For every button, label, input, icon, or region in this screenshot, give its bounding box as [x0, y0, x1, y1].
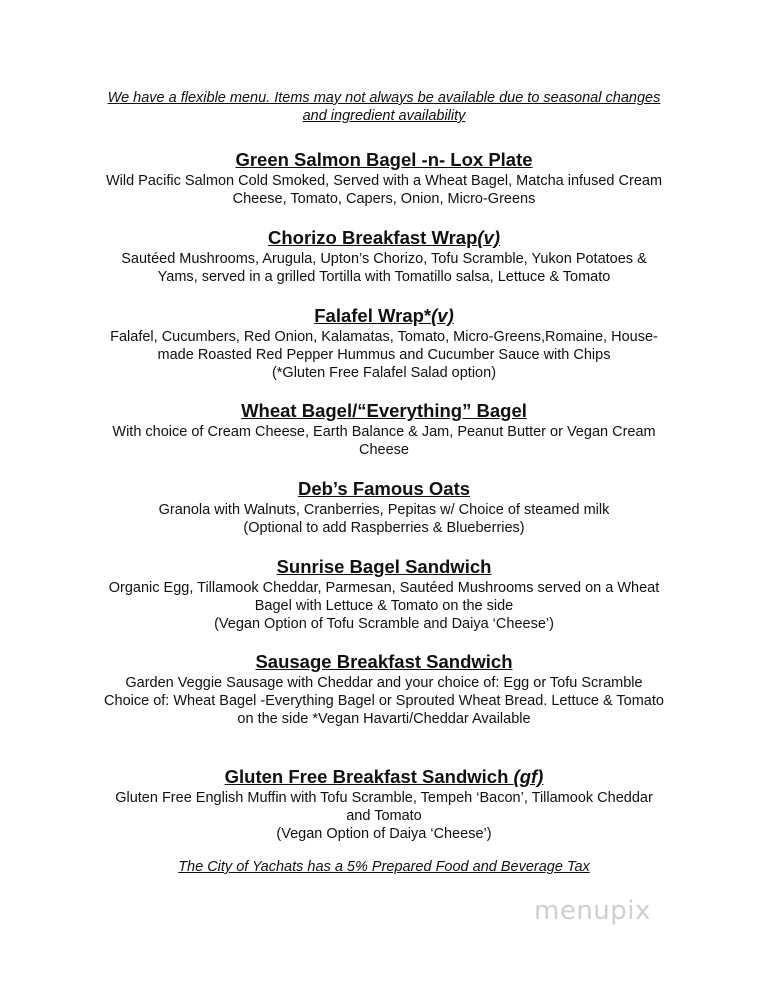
menu-item-description-line: Wild Pacific Salmon Cold Smoked, Served with a Wheat Bagel, Matcha infused Cream [105, 173, 663, 189]
menu-item-title: Deb’s Famous Oats [297, 478, 471, 499]
menu-item-description-line: With choice of Cream Cheese, Earth Balance & Jam, Peanut Butter or Vegan Cream [112, 424, 656, 440]
menu-item-chorizo-breakfast-wrap [60, 227, 708, 286]
menu-item-title: Sausage Breakfast Sandwich [255, 651, 513, 672]
availability-notice-line-1: We have a flexible menu. Items may not always be available due to seasonal changes [107, 90, 661, 106]
menu-item-description-line: Granola with Walnuts, Cranberries, Pepitas w/ Choice of steamed milk [158, 502, 610, 518]
menu-item-title: Gluten Free Breakfast Sandwich (gf) [224, 766, 544, 787]
menu-item-description-line: Yams, served in a grilled Tortilla with Tomatillo salsa, Lettuce & Tomato [157, 269, 611, 285]
menu-item-description-line: Choice of: Wheat Bagel -Everything Bagel or Sprouted Wheat Bread. Lettuce & Tomato [104, 693, 664, 709]
menu-item-description-line: (Vegan Option of Daiya ‘Cheese’) [276, 826, 492, 842]
menu-item-description-line: Gluten Free English Muffin with Tofu Scramble, Tempeh ‘Bacon’, Tillamook Cheddar [115, 790, 653, 806]
menu-item-gluten-free-breakfast-sandwich [60, 766, 708, 843]
menu-item-description-line: (Optional to add Raspberries & Blueberries) [243, 520, 525, 536]
menu-item-description-line: Bagel with Lettuce & Tomato on the side [254, 598, 514, 614]
menu-item-description-line: Cheese, Tomato, Capers, Onion, Micro-Greens [232, 191, 536, 207]
menu-item-description-line: Cheese [359, 442, 409, 458]
menu-item-description-line: Sautéed Mushrooms, Arugula, Upton’s Chorizo, Tofu Scramble, Yukon Potatoes & [121, 251, 647, 267]
menu-item-debs-famous-oats [60, 478, 708, 537]
menu-item-green-salmon-bagel [60, 149, 708, 208]
menu-item-title: Sunrise Bagel Sandwich [276, 556, 492, 577]
menu-item-sausage-breakfast-sandwich [60, 651, 708, 728]
menu-item-falafel-wrap [60, 305, 708, 382]
menu-item-description-line: Garden Veggie Sausage with Cheddar and your choice of: Egg or Tofu Scramble [125, 675, 643, 691]
menu-item-description-line: (*Gluten Free Falafel Salad option) [271, 365, 497, 381]
menu-item-title: Chorizo Breakfast Wrap(v) [268, 227, 500, 248]
menu-item-sunrise-bagel-sandwich [60, 556, 708, 633]
menu-item-description-line: (Vegan Option of Tofu Scramble and Daiya ‘Cheese’) [214, 616, 554, 632]
menu-item-description-line: Organic Egg, Tillamook Cheddar, Parmesan, Sautéed Mushrooms served on a Wheat [108, 580, 660, 596]
menu-item-title: Green Salmon Bagel -n- Lox Plate [235, 149, 533, 170]
availability-notice-line-2: and ingredient availability [302, 108, 466, 124]
tax-note: The City of Yachats has a 5% Prepared Food and Beverage Tax [178, 859, 590, 875]
availability-notice [84, 89, 684, 125]
menu-item-description-line: on the side *Vegan Havarti/Cheddar Available [237, 711, 531, 727]
menu-item-description-line: Falafel, Cucumbers, Red Onion, Kalamatas, Tomato, Micro-Greens,Romaine, House- [110, 329, 658, 345]
menu-item-description-line: and Tomato [346, 808, 422, 824]
menu-item-description-line: made Roasted Red Pepper Hummus and Cucumber Sauce with Chips [157, 347, 611, 363]
menu-item-title: Falafel Wrap*(v) [314, 305, 454, 326]
watermark-logo: menupix [534, 896, 651, 926]
menu-item-wheat-bagel [60, 400, 708, 459]
menu-item-title: Wheat Bagel/“Everything” Bagel [241, 400, 527, 421]
